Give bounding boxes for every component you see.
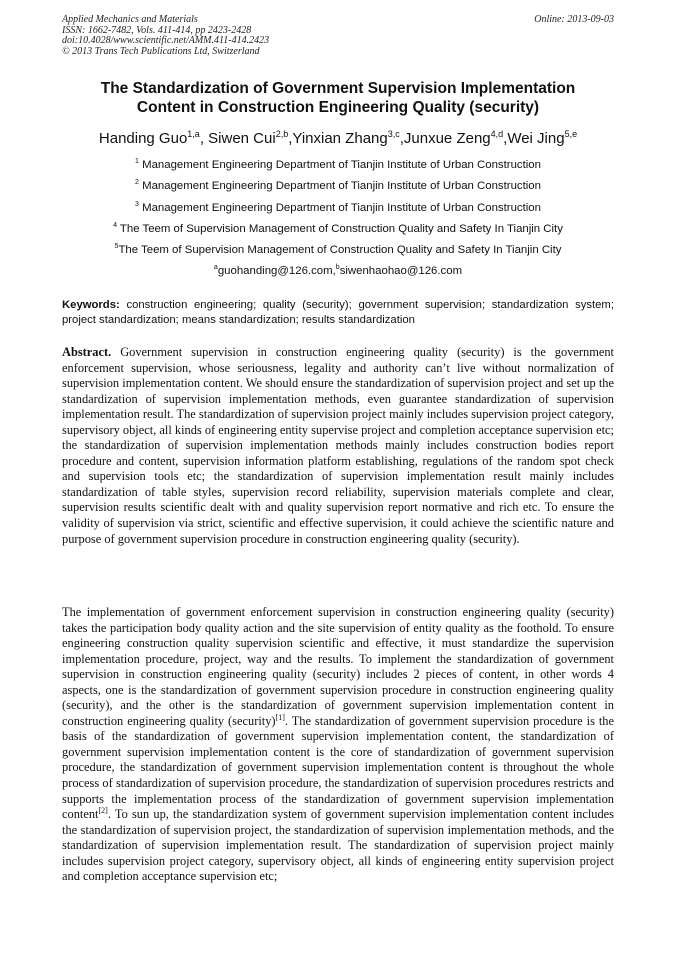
paper-title: [62, 79, 614, 117]
title-line-1: The Standardization of Government Supervision Implementation: [100, 80, 576, 97]
journal-name: Applied Mechanics and Materials: [62, 14, 198, 25]
abstract-label: Abstract.: [62, 345, 112, 359]
title-line-2: Content in Construction Engineering Quality (security): [136, 99, 540, 116]
affiliation: [62, 219, 614, 240]
affiliation-number: 2: [135, 179, 139, 187]
affiliation: [62, 198, 614, 219]
abstract-text: Government supervision in construction engineering quality (security) is the government enforcement supervision, whose seriousness, legality and authority can’t live without normalization of supervision implementation content. We should ensure the standardization of supervision project and set up the standardization of supervision implementation methods, even guarantee standardization of supervision implementation result. The standardization of supervision project mainly includes supervision project category, supervisory object, all kinds of engineering entity supervise project and completion acceptance supervision etc; the standardization of supervision implementation methods mainly includes construction bodies report procedure and content, supervision information platform establishing, regulations of the random spot check and supervision tools etc; the standardization of supervision implementation result mainly includes standardization of table styles, supervision record reliability, supervision materials complete and clear, supervision results scientific dealt with and quality supervision report normative and rich etc. To ensure the validity of supervision via strict, scientific and effective supervision, it could achieve the scientific nature and purpose of government supervision procedure in construction engineering quality (security).: [62, 345, 614, 546]
affiliation-text: Management Engineering Department of Tianjin Institute of Urban Construction: [138, 159, 541, 171]
body-text-segment: . The standardization of government supervision procedure is the basis of the standardization of government supervision implementation content, the standardization of government supervision implementation content is the core of standardization of government supervision procedure, the standardization of government supervision implementation content is throughout the whole process of standardization of supervision procedure, the standardization of supervision procedures restricts and supports the implementation process of the standardization of government supervision implementation content: [62, 713, 614, 822]
author-separator: ,: [199, 130, 209, 147]
affiliation-list: [62, 155, 614, 283]
author-list: [62, 129, 614, 149]
author-separator: ,: [399, 130, 404, 147]
author-affil-marker: 2,b: [275, 129, 289, 139]
affiliation-number: 3: [135, 200, 139, 208]
affiliation-number: 1: [135, 158, 139, 165]
author-name: Junxue Zeng: [403, 130, 491, 147]
affiliation-text: Management Engineering Department of Tianjin Institute of Urban Construction: [138, 180, 541, 193]
author-affil-marker: 5,e: [564, 129, 578, 139]
author-name: Handing Guo: [98, 130, 188, 147]
author-name: Yinxian Zhang: [292, 130, 388, 147]
email-marker: a: [213, 264, 218, 272]
body-paragraph: [62, 605, 614, 885]
email-address: siwenhaohao@126.com: [339, 265, 463, 278]
citation-ref: [1]: [275, 712, 285, 722]
email-address: guohanding@126.com,: [217, 265, 336, 278]
issn-line: ISSN: 1662-7482, Vols. 411-414, pp 2423-2428: [62, 24, 252, 36]
affiliation-text: The Teem of Supervision Management of Construction Quality and Safety In Tianjin City: [118, 244, 562, 257]
author-affil-marker: 4,d: [490, 129, 504, 139]
affiliation-number: 5: [114, 243, 119, 251]
journal-header: [62, 15, 614, 57]
email-marker: b: [335, 264, 340, 272]
email-line: [62, 261, 614, 282]
affiliation-text: Management Engineering Department of Tianjin Institute of Urban Construction: [138, 201, 541, 214]
abstract-paragraph: [62, 345, 614, 547]
affiliation-number: 4: [113, 221, 117, 229]
affiliation: [62, 240, 614, 261]
author-name: Wei Jing: [507, 130, 565, 147]
affiliation: [62, 176, 614, 197]
body-text-segment: The implementation of government enforcement supervision in construction engineering quality (security) takes the participation body quality action and the site supervision of entity quality as the foothold. To ensure engineering construction quality supervision scientific and effective, it must standardize the supervision implementation procedure, project, way and the results. To implement the standardization of government supervision in construction engineering quality (security) includes 2 pieces of content, in other words 4 aspects, one is the standardization of government supervision procedure in construction engineering quality (security), and the other is the standardization of government supervision implementation content in construction engineering quality (security): [62, 605, 614, 728]
author-name: Siwen Cui: [208, 130, 276, 147]
copyright-line: © 2013 Trans Tech Publications Ltd, Switzerland: [62, 45, 260, 57]
citation-ref: [2]: [98, 806, 108, 816]
author-separator: ,: [288, 130, 293, 147]
doi-line: doi:10.4028/www.scientific.net/AMM.411-414.2423: [62, 35, 270, 46]
keywords-section: [62, 298, 614, 328]
author-separator: ,: [503, 130, 508, 147]
keywords-label: Keywords:: [62, 299, 120, 311]
author-affil-marker: 1,a: [187, 129, 200, 139]
keywords-text: construction engineering; quality (security); government supervision; standardization system; project standardization; means standardization; results standardization: [62, 299, 614, 326]
affiliation: [62, 155, 614, 176]
affiliation-text: The Teem of Supervision Management of Construction Quality and Safety In Tianjin City: [116, 222, 563, 235]
body-text-segment: . To sun up, the standardization system of government supervision implementation content includes the standardization of supervision project, the standardization of supervision implementation methods, and the standardization of supervision implementation result. The standardization of supervision project mainly includes supervision project category, supervisory object, all kinds of engineering entity supervision project and completion acceptance supervision etc;: [62, 807, 614, 884]
author-affil-marker: 3,c: [387, 129, 400, 139]
online-date: Online: 2013-09-03: [534, 14, 614, 25]
